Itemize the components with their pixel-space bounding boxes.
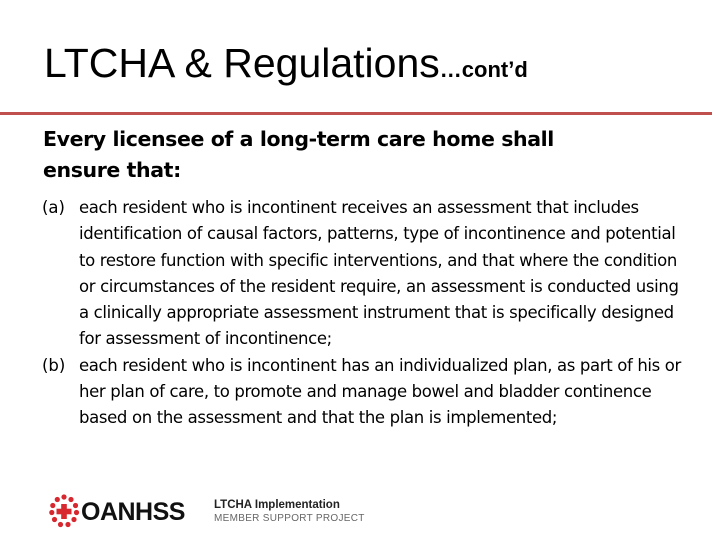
- slide-title: [44, 38, 528, 95]
- intro-line-2: ensure that:: [43, 158, 181, 182]
- list-item-a: [42, 195, 692, 353]
- slide-title-main: LTCHA & Regulations: [44, 40, 440, 86]
- list-marker-b: (b): [42, 355, 66, 375]
- oanhss-wordmark: OANHSS: [81, 498, 185, 526]
- oanhss-logo-icon: [48, 493, 80, 529]
- title-divider: [0, 112, 712, 115]
- list-text-a: each resident who is incontinent receives an assessment that includes identification of causal factors, patterns, type of incontinence and potential to restore function with specific interventions, and that where the condition or circumstances of the resident require, an assessment is conducted using a clinically appropriate assessment instrument that is specifically designed for assessment of incontinence;: [79, 198, 679, 349]
- list-text-b: each resident who is incontinent has an individualized plan, as part of his or her plan of care, to promote and manage bowel and bladder continence based on the assessment and that the plan is implemented;: [79, 355, 681, 428]
- project-title: LTCHA Implementation: [214, 499, 340, 511]
- list-item-b: [42, 353, 692, 432]
- list-marker-a: (a): [42, 198, 65, 217]
- slide-title-suffix: …cont’d: [439, 57, 528, 82]
- requirements-list: [42, 195, 692, 432]
- project-subtitle: MEMBER SUPPORT PROJECT: [214, 513, 365, 524]
- intro-line-1: Every licensee of a long-term care home shall: [43, 127, 554, 151]
- intro-text: [43, 124, 693, 186]
- project-label: [214, 498, 365, 525]
